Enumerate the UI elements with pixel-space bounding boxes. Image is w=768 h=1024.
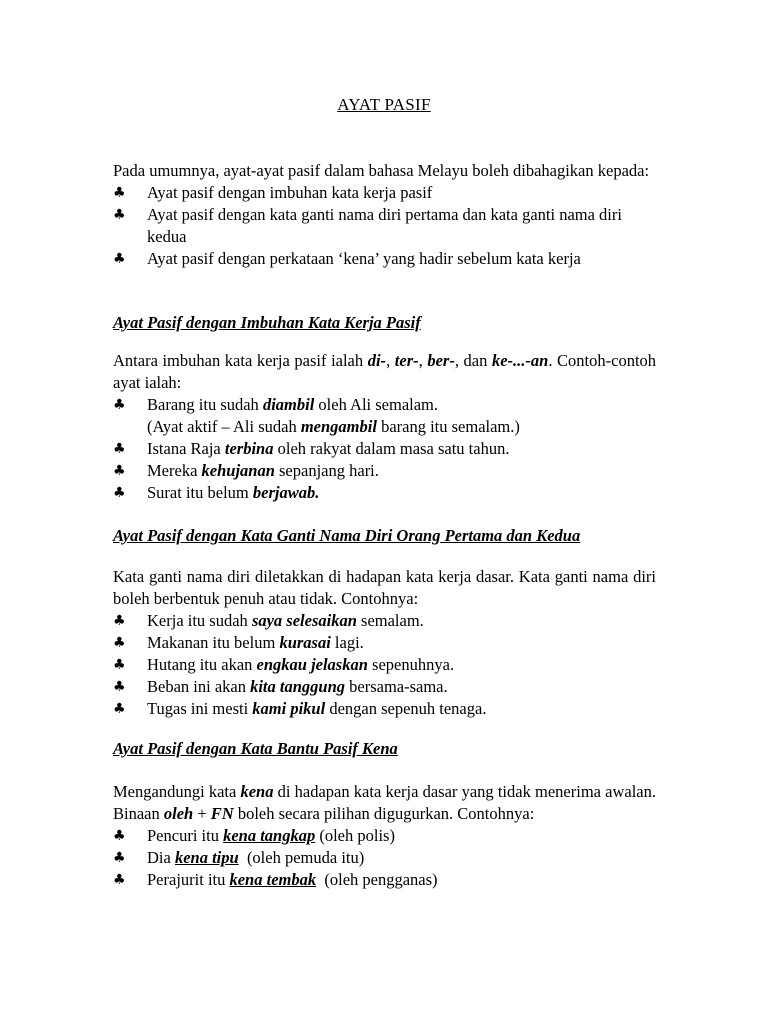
list-item: ♣ Beban ini akan kita tanggung bersama-sama.: [113, 677, 448, 696]
club-bullet-icon: ♣: [113, 828, 126, 844]
club-bullet-icon: ♣: [113, 679, 126, 695]
section-kata-ganti-body: [113, 566, 656, 720]
intro-section: [113, 160, 656, 270]
club-bullet-icon: ♣: [113, 635, 126, 651]
club-bullet-icon: ♣: [113, 701, 126, 717]
club-bullet-icon: ♣: [113, 485, 126, 501]
section-kata-bantu: [113, 738, 656, 760]
list-item: ♣ Surat itu belum berjawab.: [113, 483, 320, 502]
club-bullet-icon: ♣: [113, 397, 126, 413]
example-list: [113, 825, 656, 891]
page-title: AYAT PASIF: [337, 95, 431, 114]
list-item: ♣ Ayat pasif dengan perkataan ‘kena’ yang hadir sebelum kata kerja: [113, 249, 581, 268]
list-item: ♣ Dia kena tipu (oleh pemuda itu): [113, 848, 365, 867]
list-item: ♣ Perajurit itu kena tembak (oleh pengganas): [113, 870, 438, 889]
list-item: ♣ Hutang itu akan engkau jelaskan sepenuhnya.: [113, 655, 455, 674]
club-bullet-icon: ♣: [113, 251, 126, 267]
club-bullet-icon: ♣: [113, 441, 126, 457]
club-bullet-icon: ♣: [113, 657, 126, 673]
section-imbuhan: [113, 312, 656, 334]
club-bullet-icon: ♣: [113, 185, 126, 201]
club-bullet-icon: ♣: [113, 872, 126, 888]
list-item: ♣ Tugas ini mesti kami pikul dengan sepenuh tenaga.: [113, 699, 487, 718]
section-intro: Mengandungi kata kena di hadapan kata kerja dasar yang tidak menerima awalan. Binaan oleh + FN boleh secara pilihan digugurkan. Contohnya:: [113, 782, 656, 823]
club-bullet-icon: ♣: [113, 207, 126, 223]
example-list: [113, 610, 656, 720]
section-intro: Kata ganti nama diri diletakkan di hadapan kata kerja dasar. Kata ganti nama diri boleh berbentuk penuh atau tidak. Contohnya:: [113, 567, 656, 608]
list-item: ♣ Ayat pasif dengan kata ganti nama diri pertama dan kata ganti nama diri kedua: [113, 205, 622, 246]
intro-paragraph: Pada umumnya, ayat-ayat pasif dalam bahasa Melayu boleh dibahagikan kepada:: [113, 161, 650, 180]
list-item-sub: (Ayat aktif – Ali sudah mengambil barang itu semalam.): [147, 417, 520, 436]
section-kata-bantu-body: [113, 781, 656, 891]
list-item: ♣ Pencuri itu kena tangkap (oleh polis): [113, 826, 395, 845]
intro-list: [113, 182, 656, 270]
club-bullet-icon: ♣: [113, 463, 126, 479]
list-item: ♣ Ayat pasif dengan imbuhan kata kerja pasif: [113, 183, 433, 202]
section-heading: Ayat Pasif dengan Kata Ganti Nama Diri Orang Pertama dan Kedua: [113, 526, 581, 545]
section-kata-ganti: [113, 525, 656, 547]
club-bullet-icon: ♣: [113, 613, 126, 629]
section-heading: Ayat Pasif dengan Imbuhan Kata Kerja Pasif: [113, 313, 421, 332]
section-intro: Antara imbuhan kata kerja pasif ialah di-, ter-, ber-, dan ke-...-an. Contoh-contoh ayat ialah:: [113, 351, 657, 392]
list-item: ♣ Makanan itu belum kurasai lagi.: [113, 633, 364, 652]
section-heading: Ayat Pasif dengan Kata Bantu Pasif Kena: [113, 739, 398, 758]
list-item: ♣ Kerja itu sudah saya selesaikan semalam.: [113, 611, 424, 630]
example-list: [113, 394, 656, 504]
club-bullet-icon: ♣: [113, 850, 126, 866]
section-imbuhan-body: [113, 350, 656, 504]
list-item: ♣ Mereka kehujanan sepanjang hari.: [113, 461, 379, 480]
list-item: ♣ Barang itu sudah diambil oleh Ali semalam.: [113, 395, 439, 414]
list-item: ♣ Istana Raja terbina oleh rakyat dalam masa satu tahun.: [113, 439, 510, 458]
